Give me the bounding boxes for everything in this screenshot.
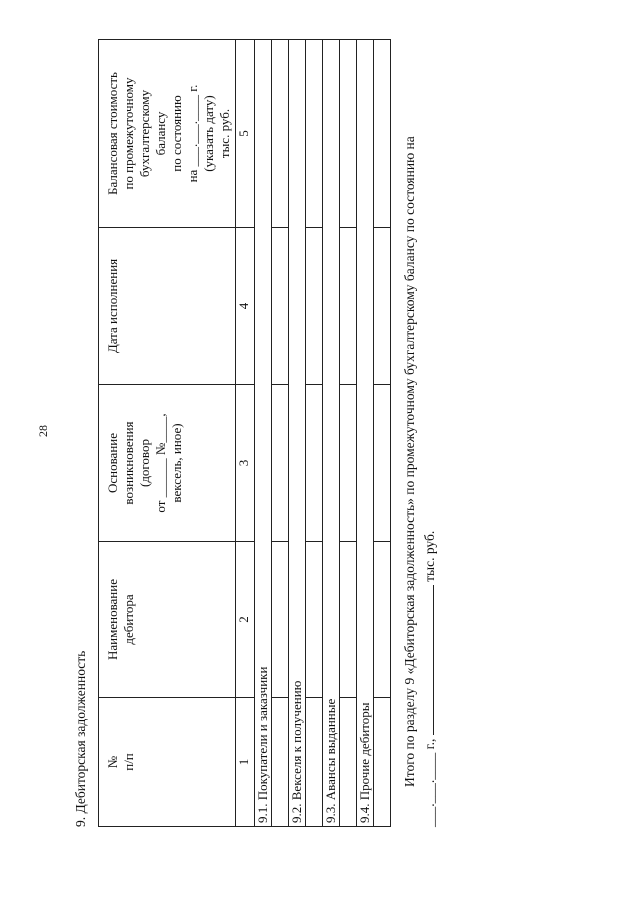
cell (340, 542, 357, 698)
header-balance-value: Балансовая стоимость по промежуточному бухгалтерскому балансу по состоянию на ___.___.____ г. (указать дату) тыс. руб. (99, 40, 236, 228)
section-total-text (400, 47, 440, 827)
cell (306, 40, 323, 228)
cell (374, 698, 391, 827)
group-row (357, 40, 374, 827)
group-label: 9.4. Прочие дебиторы (357, 40, 374, 827)
cell (340, 385, 357, 542)
column-number: 4 (236, 228, 255, 385)
total-line: Итого по разделу 9 «Дебиторская задолженность» по промежуточному бухгалтерскому балансу по состоянию на (402, 136, 417, 787)
cell (272, 228, 289, 385)
cell (306, 698, 323, 827)
column-number: 2 (236, 542, 255, 698)
date-blank: ___.___.____ г., (422, 738, 437, 827)
cell (306, 228, 323, 385)
header-basis: Основание возникновения (договор от ______ №____, вексель, иное) (99, 385, 236, 542)
header-due-date: Дата исполнения (99, 228, 236, 385)
cell (272, 40, 289, 228)
cell (306, 385, 323, 542)
column-number: 5 (236, 40, 255, 228)
total-date-line (420, 47, 440, 827)
column-numbers-row (236, 40, 255, 827)
column-number: 1 (236, 698, 255, 827)
group-row (289, 40, 306, 827)
column-number: 3 (236, 385, 255, 542)
rotated-page-content (73, 37, 625, 827)
cell (340, 228, 357, 385)
amount-blank (421, 585, 434, 735)
group-label: 9.3. Авансы выданные (323, 40, 340, 827)
page-number: 28 (36, 425, 50, 437)
group-label: 9.2. Векселя к получению (289, 40, 306, 827)
table-row (272, 40, 289, 827)
debtors-table (98, 39, 391, 827)
table-row (374, 40, 391, 827)
header-debtor-name: Наименование дебитора (99, 542, 236, 698)
cell (374, 542, 391, 698)
cell (340, 698, 357, 827)
cell (272, 385, 289, 542)
cell (374, 228, 391, 385)
table-row (306, 40, 323, 827)
unit-label: тыс. руб. (422, 530, 437, 582)
cell (340, 40, 357, 228)
table-header-row (99, 40, 236, 827)
group-row (255, 40, 272, 827)
cell (374, 40, 391, 228)
group-row (323, 40, 340, 827)
group-label: 9.1. Покупатели и заказчики (255, 40, 272, 827)
table-row (340, 40, 357, 827)
cell (272, 698, 289, 827)
cell (272, 542, 289, 698)
section-title: 9. Дебиторская задолженность (73, 650, 88, 827)
header-number: № п/п (99, 698, 236, 827)
cell (306, 542, 323, 698)
cell (374, 385, 391, 542)
